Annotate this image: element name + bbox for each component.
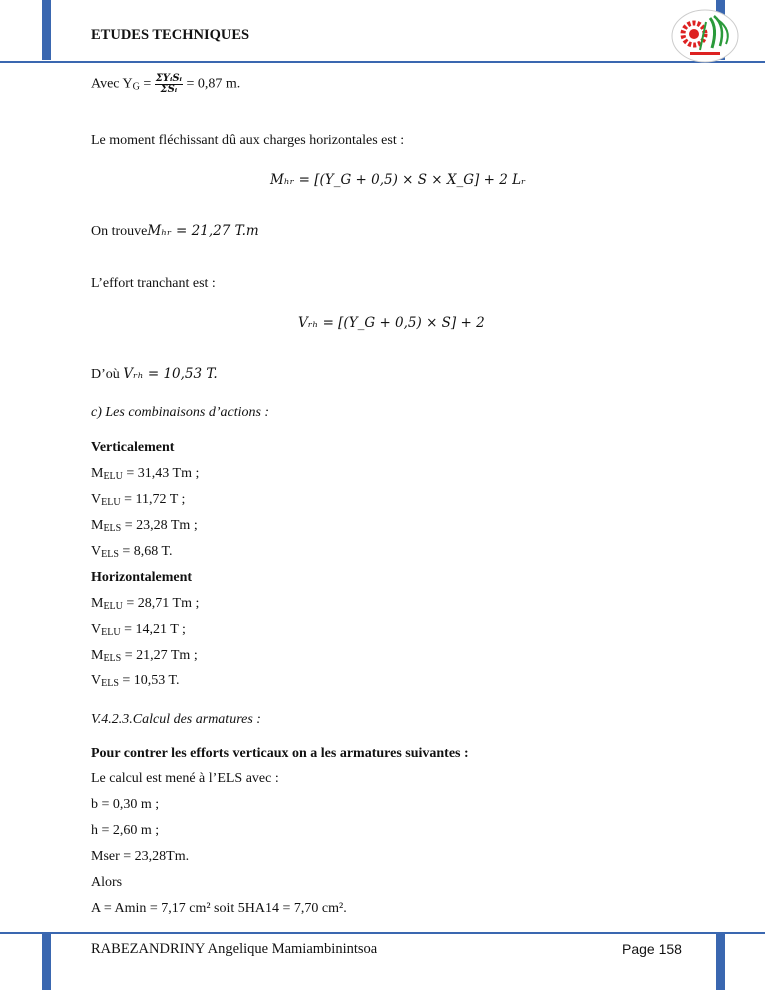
vertical-symbol: M: [91, 518, 104, 533]
shear-result-prefix: D’où: [91, 367, 124, 382]
moment-result-value: Mₕᵣ = 21,27 T.m: [147, 223, 259, 239]
yg-fraction-numerator: ΣYᵢSᵢ: [155, 73, 182, 84]
header-left-bar: [42, 0, 51, 60]
yg-prefix: Avec Y: [91, 76, 133, 92]
yg-equals: =: [139, 76, 155, 92]
shear-intro: L’effort tranchant est :: [91, 276, 216, 291]
yg-result: = 0,87 m.: [182, 76, 241, 92]
horizontal-subscript: ELU: [103, 601, 123, 612]
horizontal-subscript: ELS: [101, 678, 119, 689]
yg-fraction-denominator: ΣSᵢ: [160, 84, 178, 95]
horizontal-value: = 21,27 Tm ;: [121, 648, 198, 663]
school-logo: [670, 8, 740, 64]
footer-right-bar: [716, 934, 725, 990]
vertical-subscript: ELS: [101, 549, 119, 560]
vertical-symbol: V: [91, 544, 102, 559]
vertical-value: = 11,72 T ;: [120, 492, 186, 507]
horizontal-symbol: V: [91, 673, 102, 688]
els-intro: Le calcul est mené à l’ELS avec :: [91, 771, 279, 786]
horizontal-symbol: M: [91, 596, 104, 611]
horizontal-symbol: M: [91, 648, 104, 663]
vertical-symbol: M: [91, 466, 104, 481]
a-value: A = Amin = 7,17 cm² soit 5HA14 = 7,70 cm².: [91, 901, 347, 916]
yg-fraction: [155, 74, 183, 95]
section-heading: V.4.2.3.Calcul des armatures :: [91, 712, 261, 727]
combos-heading: c) Les combinaisons d’actions :: [91, 405, 270, 420]
horizontal-row: [91, 596, 199, 615]
vertical-value: = 31,43 Tm ;: [122, 466, 200, 481]
header-title: ETUDES TECHNIQUES: [91, 27, 250, 43]
horizontal-value: = 10,53 T.: [118, 673, 180, 688]
vertical-rebar-heading: Pour contrer les efforts verticaux on a les armatures suivantes :: [91, 746, 469, 761]
horizontal-row: [91, 622, 186, 641]
shear-formula: Vᵣₕ = [(Y_G + 0,5) × S] + 2: [298, 315, 485, 331]
footer-author: RABEZANDRINY Angelique Mamiambinintsoa: [91, 941, 378, 957]
header-rule: [0, 61, 765, 63]
vertical-symbol: V: [91, 492, 102, 507]
vertical-subscript: ELU: [103, 471, 123, 482]
horizontal-row: [91, 673, 180, 692]
horizontal-value: = 28,71 Tm ;: [122, 596, 200, 611]
footer-rule: [0, 932, 765, 934]
vertical-heading: Verticalement: [91, 440, 175, 455]
shear-result-line: [91, 366, 218, 383]
mser-value: Mser = 23,28Tm.: [91, 849, 190, 864]
vertical-subscript: ELS: [103, 523, 122, 534]
horizontal-row: [91, 648, 198, 667]
horizontal-heading: Horizontalement: [91, 570, 193, 585]
moment-intro: Le moment fléchissant dû aux charges horizontales est :: [91, 133, 405, 148]
horizontal-subscript: ELU: [101, 627, 121, 638]
shear-result-value: Vᵣₕ = 10,53 T.: [123, 366, 218, 382]
moment-formula: Mₕᵣ = [(Y_G + 0,5) × S × X_G] + 2 Lᵣ: [270, 172, 526, 188]
h-value: h = 2,60 m ;: [91, 823, 160, 838]
vertical-row: [91, 466, 199, 485]
horizontal-value: = 14,21 T ;: [120, 622, 186, 637]
page-number: Page 158: [622, 941, 682, 957]
footer-left-bar: [42, 934, 51, 990]
moment-result-line: [91, 223, 259, 240]
yg-subscript: G: [132, 81, 140, 93]
vertical-row: [91, 544, 173, 563]
alors-text: Alors: [91, 875, 123, 890]
vertical-value: = 23,28 Tm ;: [121, 518, 198, 533]
vertical-row: [91, 518, 198, 537]
vertical-value: = 8,68 T.: [118, 544, 173, 559]
yg-line: [91, 74, 240, 96]
vertical-row: [91, 492, 185, 511]
moment-result-prefix: On trouve: [91, 224, 148, 239]
vertical-subscript: ELU: [101, 497, 121, 508]
horizontal-symbol: V: [91, 622, 102, 637]
horizontal-subscript: ELS: [103, 653, 122, 664]
b-value: b = 0,30 m ;: [91, 797, 160, 812]
